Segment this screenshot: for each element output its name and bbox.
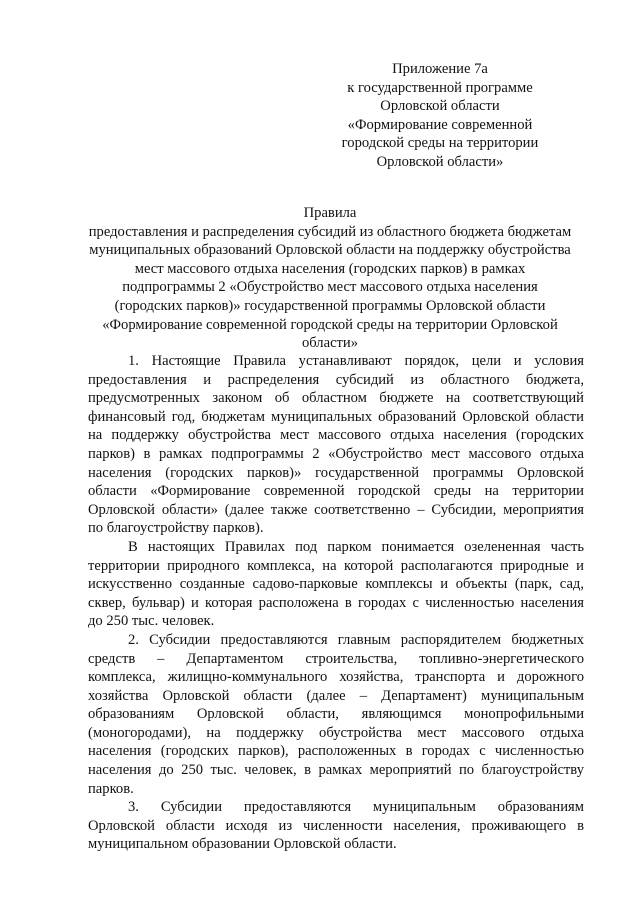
paragraph-4 (88, 798, 584, 854)
text-line: по благоустройству парков). (88, 520, 264, 537)
text-line: населения до 250 тыс. человек, в рамках мероприятий по благоустройству (88, 762, 584, 779)
rules-title-line: предоставления и распределения субсидий из областного бюджета бюджетам (88, 223, 572, 240)
text-line: 3. Субсидии предоставляются муниципальным образованиям (128, 799, 584, 816)
paragraph-1 (88, 352, 584, 538)
text-line: хозяйства Орловской области (далее – Департамент) муниципальным (88, 687, 584, 704)
appendix-line: городской среды на территории (341, 135, 539, 152)
text-line: предоставления и распределения субсидий из областного бюджета, (88, 371, 584, 388)
paragraph-2 (88, 538, 584, 631)
appendix-header (340, 60, 540, 172)
rules-title-line: подпрограммы 2 «Обустройство мест массового отдыха населения (122, 279, 538, 296)
text-line: образованиям Орловской области, являющимся монопрофильными (88, 706, 584, 723)
rules-title-line: (городских парков)» государственной программы Орловской области (114, 297, 546, 314)
text-line: предусмотренных законом об областном бюджете на соответствующий (88, 390, 584, 407)
rules-title-line: «Формирование современной городской среды на территории Орловской (102, 316, 558, 333)
text-line: сквер, бульвар) и которая расположена в городах с численностью населения (88, 594, 584, 611)
text-line: на поддержку обустройства мест массового отдыха населения (городских (88, 427, 584, 444)
rules-title-line: мест массового отдыха населения (городских парков) в рамках (134, 260, 526, 277)
text-line: территории природного комплекса, на которой располагаются природные и (88, 557, 584, 574)
appendix-line: «Формирование современной (347, 116, 533, 133)
appendix-line: к государственной программе (347, 79, 533, 96)
text-line: финансовый год, бюджетам муниципальных образований Орловской области (88, 408, 584, 425)
text-line: населения (городских парков)» государственной программы Орловской (88, 464, 584, 481)
rules-heading: Правила (303, 205, 357, 221)
rules-title (80, 204, 580, 353)
text-line: муниципальном образовании Орловской области. (88, 836, 397, 853)
document-body (88, 352, 584, 854)
text-line: В настоящих Правилах под парком понимается озелененная часть (128, 538, 584, 555)
text-line: парков) в рамках подпрограммы 2 «Обустройство мест массового отдыха (88, 445, 584, 462)
rules-title-line: муниципальных образований Орловской области на поддержку обустройства (89, 242, 571, 259)
text-line: (моногородами), на поддержку обустройства мест массового отдыха (88, 724, 584, 741)
text-line: 2. Субсидии предоставляются главным распорядителем бюджетных (128, 631, 584, 648)
text-line: парков. (88, 780, 134, 797)
paragraph-3 (88, 631, 584, 798)
text-line: 1. Настоящие Правила устанавливают порядок, цели и условия (128, 353, 584, 369)
rules-title-line: области» (301, 335, 359, 352)
appendix-line: Орловской области» (376, 153, 504, 170)
text-line: комплекса, жилищно-коммунального хозяйства, транспорта и дорожного (88, 669, 584, 686)
text-line: средств – Департаментом строительства, топливно-энергетического (88, 650, 584, 667)
text-line: населения (городских парков), расположенных в городах с численностью (88, 743, 584, 760)
appendix-line: Приложение 7а (392, 61, 488, 77)
text-line: Орловской области» (далее также соответственно – Субсидии, мероприятия (88, 501, 584, 518)
appendix-line: Орловской области (380, 98, 500, 115)
text-line: области «Формирование современной городской среды на территории (88, 483, 584, 500)
text-line: до 250 тыс. человек. (88, 613, 215, 630)
text-line: Орловской области исходя из численности населения, проживающего в (88, 817, 584, 834)
text-line: искусственно созданные садово-парковые комплексы и объекты (парк, сад, (88, 576, 584, 593)
